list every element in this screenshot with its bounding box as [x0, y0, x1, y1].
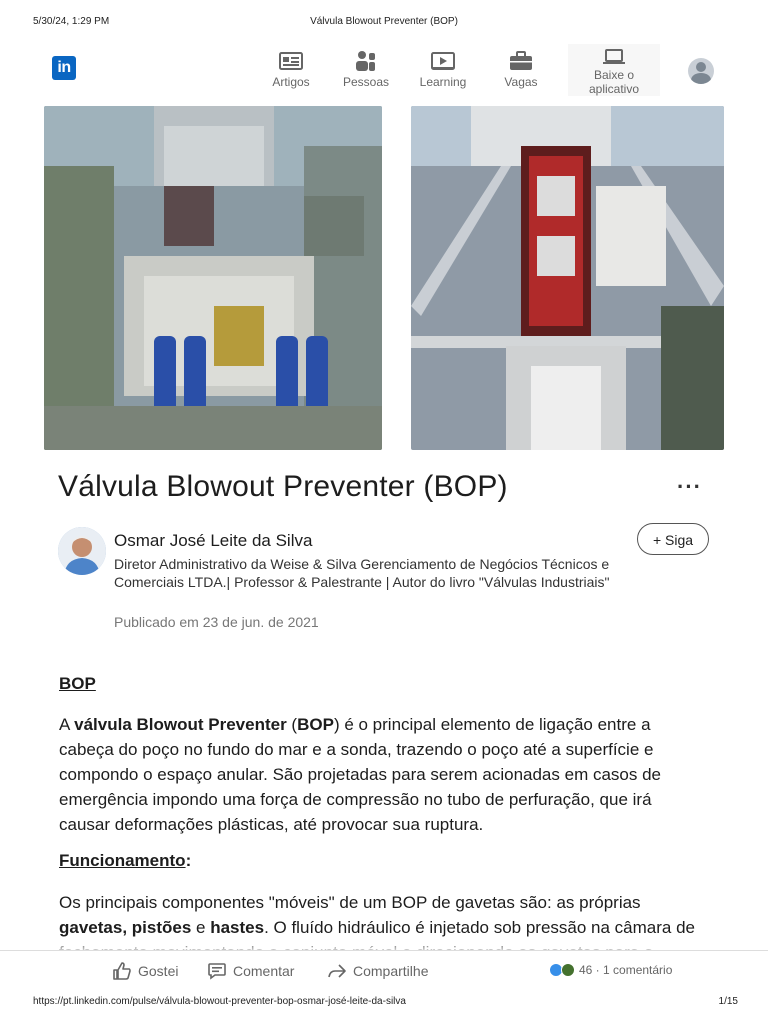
print-url: https://pt.linkedin.com/pulse/válvula-blowout-preventer-bop-osmar-josé-leite-da-silva: [33, 996, 406, 1007]
top-nav: [0, 44, 768, 100]
get-app-button[interactable]: [568, 44, 660, 96]
get-app-label-line2: aplicativo: [588, 82, 640, 96]
reactions-summary[interactable]: [549, 963, 672, 977]
follow-button[interactable]: + Siga: [637, 523, 709, 555]
nav-item-jobs[interactable]: [491, 50, 551, 89]
nav-item-label: Learning: [419, 75, 467, 89]
text-run: e: [191, 918, 211, 937]
like-button[interactable]: [112, 961, 178, 981]
print-doc-title: Válvula Blowout Preventer (BOP): [310, 16, 458, 27]
comment-icon: [207, 961, 227, 981]
reactions-count: 46 · 1 comentário: [579, 963, 673, 977]
hero-image-bop-rig: [411, 106, 724, 450]
text-run: . O fluído hidráulico é injetado sob pressão na câmara de: [264, 918, 695, 937]
share-button[interactable]: [327, 961, 428, 981]
get-app-label-line1: Baixe o: [593, 68, 635, 82]
nav-item-label: Vagas: [504, 75, 538, 89]
user-avatar[interactable]: [688, 58, 714, 84]
articles-icon: [279, 50, 303, 72]
section-heading-bop: BOP: [59, 674, 96, 693]
nav-item-articles[interactable]: [261, 50, 321, 89]
more-options-icon[interactable]: ···: [677, 474, 702, 499]
published-date: Publicado em 23 de jun. de 2021: [114, 614, 319, 630]
text-run: Os principais componentes "móveis" de um BOP de gavetas são: as próprias: [59, 893, 641, 912]
print-page-number: 1/15: [718, 996, 738, 1007]
author-avatar[interactable]: [58, 527, 106, 575]
like-label: Gostei: [138, 963, 179, 979]
support-reaction-icon: [561, 963, 575, 977]
laptop-icon: [602, 48, 626, 66]
text-run: ) é o principal elemento de ligação entre a cabeça do poço no fundo do mar e a sonda, trazendo o poço até a superfície e compondo o espaço anular. São projetadas para serem acionadas em casos de emergência impondo uma força de compressão no tubo de perfuração, que irá causar deformações plásticas, até provocar sua ruptura.: [59, 715, 661, 834]
section-heading-text: Funcionamento: [59, 851, 186, 870]
nav-item-people[interactable]: [336, 50, 396, 89]
text-run: (: [286, 715, 298, 734]
bold-term: BOP: [297, 715, 334, 734]
jobs-icon: [509, 50, 533, 72]
social-action-bar: [0, 950, 768, 991]
paragraph-intro: [59, 712, 665, 837]
people-icon: [354, 50, 378, 72]
nav-item-learning[interactable]: [413, 50, 473, 89]
share-label: Compartilhe: [353, 963, 429, 979]
section-heading-colon: :: [185, 851, 192, 870]
nav-item-label: Pessoas: [342, 75, 390, 89]
comment-label: Comentar: [233, 963, 295, 979]
hero-image-bop-stack: [44, 106, 382, 450]
comment-button[interactable]: [207, 961, 294, 981]
section-heading-funcionamento: [59, 851, 191, 871]
bold-term: válvula Blowout Preventer: [74, 715, 287, 734]
bold-term: hastes: [210, 918, 265, 937]
author-headline: Diretor Administrativo da Weise & Silva Gerenciamento de Negócios Técnicos e Comerciais LTDA.| Professor & Palestrante | Autor do livro "Válvulas Industriais": [114, 556, 610, 590]
learning-icon: [431, 50, 455, 72]
bold-term: gavetas, pistões: [59, 918, 192, 937]
print-timestamp: 5/30/24, 1:29 PM: [33, 16, 110, 27]
article-title: Válvula Blowout Preventer (BOP): [58, 470, 508, 503]
linkedin-logo[interactable]: in: [52, 56, 76, 80]
author-name[interactable]: Osmar José Leite da Silva: [114, 531, 313, 550]
text-run: A: [59, 715, 75, 734]
share-arrow-icon: [327, 961, 347, 981]
thumbs-up-icon: [112, 961, 132, 981]
nav-item-label: Artigos: [272, 75, 310, 89]
